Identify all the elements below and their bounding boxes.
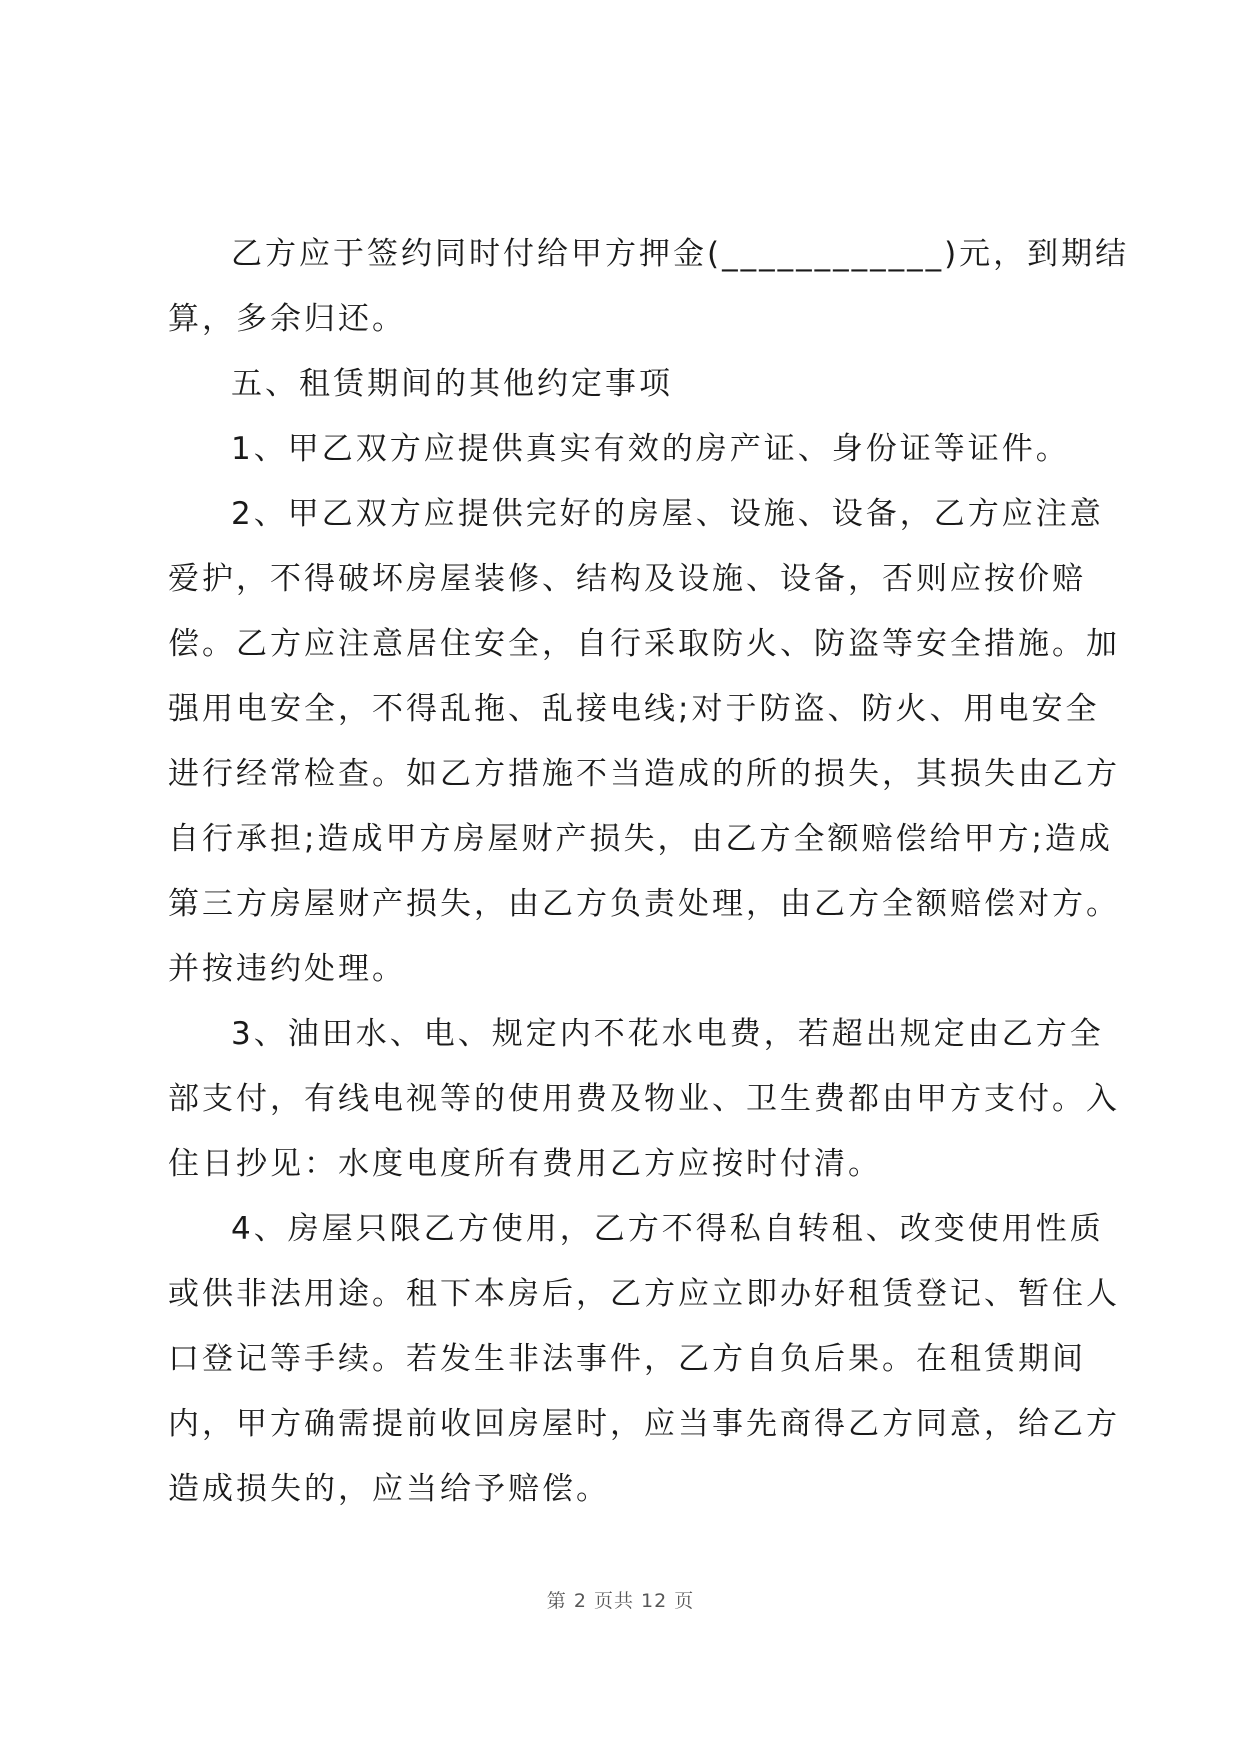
paragraph-line: 进行经常检查。如乙方措施不当造成的所的损失，其损失由乙方: [168, 756, 1120, 792]
body-text: [168, 222, 1130, 1522]
paragraph-line: 算，多余归还。: [168, 301, 406, 337]
section-heading: 五、租赁期间的其他约定事项: [231, 366, 673, 402]
paragraph-line: 自行承担;造成甲方房屋财产损失，由乙方全额赔偿给甲方;造成: [168, 821, 1113, 857]
paragraph-line: 第三方房屋财产损失，由乙方负责处理，由乙方全额赔偿对方。: [168, 886, 1120, 922]
paragraph-line: 4、房屋只限乙方使用，乙方不得私自转租、改变使用性质: [231, 1211, 1104, 1247]
paragraph-line: 爱护，不得破坏房屋装修、结构及设施、设备，否则应按价赔: [168, 561, 1086, 597]
paragraph-line: 1、甲乙双方应提供真实有效的房产证、身份证等证件。: [231, 431, 1070, 467]
paragraph-line: 并按违约处理。: [168, 951, 406, 987]
paragraph-line: 强用电安全，不得乱拖、乱接电线;对于防盗、防火、用电安全: [168, 691, 1100, 727]
paragraph-line: 内，甲方确需提前收回房屋时，应当事先商得乙方同意，给乙方: [168, 1406, 1120, 1442]
paragraph-line: 部支付，有线电视等的使用费及物业、卫生费都由甲方支付。入: [168, 1081, 1120, 1117]
paragraph-line: 造成损失的，应当给予赔偿。: [168, 1471, 610, 1507]
paragraph-line: 3、油田水、电、规定内不花水电费，若超出规定由乙方全: [231, 1016, 1104, 1052]
paragraph-line: 口登记等手续。若发生非法事件，乙方自负后果。在租赁期间: [168, 1341, 1086, 1377]
paragraph-line: 偿。乙方应注意居住安全，自行采取防火、防盗等安全措施。加: [168, 626, 1120, 662]
paragraph-line: 或供非法用途。租下本房后，乙方应立即办好租赁登记、暂住人: [168, 1276, 1120, 1312]
page-number-footer: 第 2 页共 12 页: [546, 1590, 695, 1612]
paragraph-line: 2、甲乙双方应提供完好的房屋、设施、设备，乙方应注意: [231, 496, 1104, 532]
paragraph-line: 乙方应于签约同时付给甲方押金(____________)元，到期结: [231, 236, 1130, 272]
paragraph-line: 住日抄见：水度电度所有费用乙方应按时付清。: [168, 1146, 882, 1182]
